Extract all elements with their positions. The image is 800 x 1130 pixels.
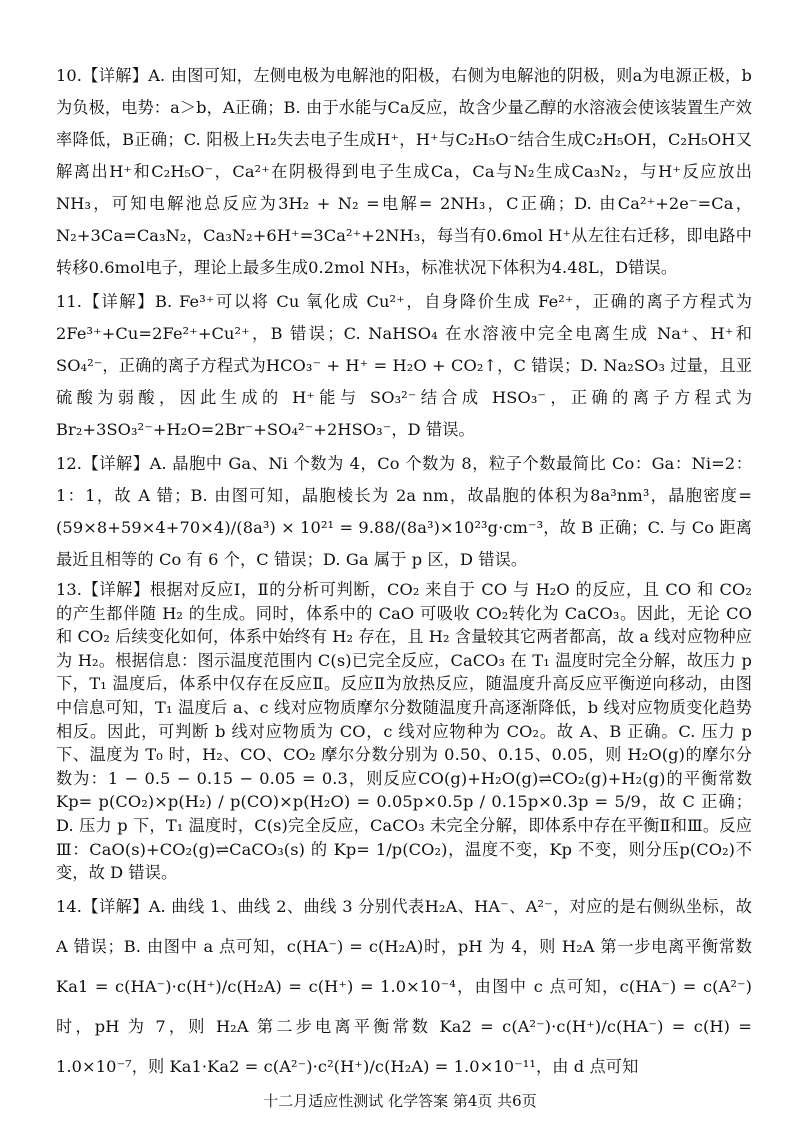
paragraph-text: 11.【详解】B. Fe³⁺可以将 Cu 氧化成 Cu²⁺，自身降价生成 Fe²⁺，正确的离子方程式为2Fe³⁺+Cu=2Fe²⁺+Cu²⁺，B 错误；C. NaHSO₄ 在水溶液中完全电离生成 Na⁺、H⁺和 SO₄²⁻，正确的离子方程式为HCO₃⁻ + H⁺ = H₂O + CO₂↑，C 错误；D. Na₂SO₃ 过量，且亚硫酸为弱酸，因此生成的 H⁺能与 SO₃²⁻结合成 HSO₃⁻，正确的离子方程式为 Br₂+3SO₃²⁻+H₂O=2Br⁻+SO₄²⁻+2HSO₃⁻，D 错误。 xyxy=(56,292,752,439)
paragraph-text: 14.【详解】A. 曲线 1、曲线 2、曲线 3 分别代表H₂A、HA⁻、A²⁻，对应的是右侧纵坐标，故 A 错误；B. 由图中 a 点可知，c(HA⁻) = c(H₂A)时，pH 为 4，则 H₂A 第一步电离平衡常数 Ka1 = c(HA⁻)·c(H⁺)/c(H₂A) = c(H⁺) = 1.0×10⁻⁴，由图中 c 点可知，c(HA⁻) = c(A²⁻)时，pH 为 7，则 H₂A 第二步电离平衡常数 Ka2 = c(A²⁻)·c(H⁺)/c(HA⁻) = c(H) = 1.0×10⁻⁷，则 Ka1·Ka2 = c(A²⁻)·c²(H⁺)/c(H₂A) = 1.0×10⁻¹¹，由 d 点可知 xyxy=(56,896,752,1076)
answer-paragraph-14 xyxy=(56,887,752,1087)
answer-paragraph-13 xyxy=(56,578,752,885)
answer-paragraph-10 xyxy=(56,60,752,284)
answer-paragraph-11 xyxy=(56,286,752,446)
page-footer: 十二月适应性测试 化学答案 第4页 共6页 xyxy=(263,1092,537,1110)
paragraph-text: 13.【详解】根据对反应Ⅰ，Ⅱ的分析可判断，CO₂ 来自于 CO 与 H₂O 的反应，且 CO 和 CO₂ 的产生都伴随 H₂ 的生成。同时，体系中的 CaO 可吸收 CO₂转化为 CaCO₃。因此，无论 CO 和 CO₂ 后续变化如何，体系中始终有 H₂ 存在，且 H₂ 含量较其它两者都高，故 a 线对应物种应为 H₂。根据信息：图示温度范围内 C(s)已完全反应，CaCO₃ 在 T₁ 温度时完全分解，故压力 p 下，T₁ 温度后，体系中仅存在反应Ⅱ。反应Ⅱ为放热反应，随温度升高反应平衡逆向移动，由图中信息可知，T₁ 温度后 a、c 线对应物质摩尔分数随温度升高逐渐降低，b 线对应物质变化趋势相反。因此，可判断 b 线对应物质为 CO，c 线对应物种为 CO₂。故 A、B 正确。C. 压力 p 下、温度为 T₀ 时，H₂、CO、CO₂ 摩尔分数分别为 0.50、0.15、0.05，则 H₂O(g)的摩尔分数为：1 − 0.5 − 0.15 − 0.05 = 0.3，则反应CO(g)+H₂O(g)⇌CO₂(g)+H₂(g)的平衡常数 Kp= p(CO₂)×p(H₂) / p(CO)×p(H₂O) = 0.05p×0.5p / 0.15p×0.3p = 5/9，故 C 正确；D. 压力 p 下，T₁ 温度时，C(s)完全反应，CaCO₃ 未完全分解，即体系中存在平衡Ⅱ和Ⅲ。反应Ⅲ：CaO(s)+CO₂(g)⇌CaCO₃(s) 的 Kp= 1/p(CO₂)，温度不变，Kp 不变，则分压p(CO₂)不变，故 D 错误。 xyxy=(56,580,752,883)
answer-content xyxy=(56,60,752,1089)
answer-paragraph-12 xyxy=(56,448,752,576)
paragraph-text: 10.【详解】A. 由图可知，左侧电极为电解池的阳极，右侧为电解池的阴极，则a为电源正极，b为负极，电势：a＞b，A正确；B. 由于水能与Ca反应，故含少量乙醇的水溶液会使该装置生产效率降低，B正确；C. 阳极上H₂失去电子生成H⁺，H⁺与C₂H₅O⁻结合生成C₂H₅OH，C₂H₅OH又解离出H⁺和C₂H₅O⁻，Ca²⁺在阴极得到电子生成Ca，Ca与N₂生成Ca₃N₂，与H⁺反应放出NH₃，可知电解池总反应为3H₂ + N₂ =电解= 2NH₃，C正确；D. 由Ca²⁺+2e⁻=Ca，N₂+3Ca=Ca₃N₂，Ca₃N₂+6H⁺=3Ca²⁺+2NH₃，每当有0.6mol H⁺从左往右迁移，即电路中转移0.6mol电子，理论上最多生成0.2mol NH₃，标准状况下体积为4.48L，D错误。 xyxy=(56,66,752,277)
paragraph-text: 12.【详解】A. 晶胞中 Ga、Ni 个数为 4，Co 个数为 8，粒子个数最简比 Co：Ga：Ni=2：1：1，故 A 错；B. 由图可知，晶胞棱长为 2a nm，故晶胞的体积为8a³nm³，晶胞密度= (59×8+59×4+70×4)/(8a³) × 10²¹ = 9.88/(8a³)×10²³g·cm⁻³，故 B 正确；C. 与 Co 距离最近且相等的 Co 有 6 个，C 错误；D. Ga 属于 p 区，D 错误。 xyxy=(56,454,752,569)
